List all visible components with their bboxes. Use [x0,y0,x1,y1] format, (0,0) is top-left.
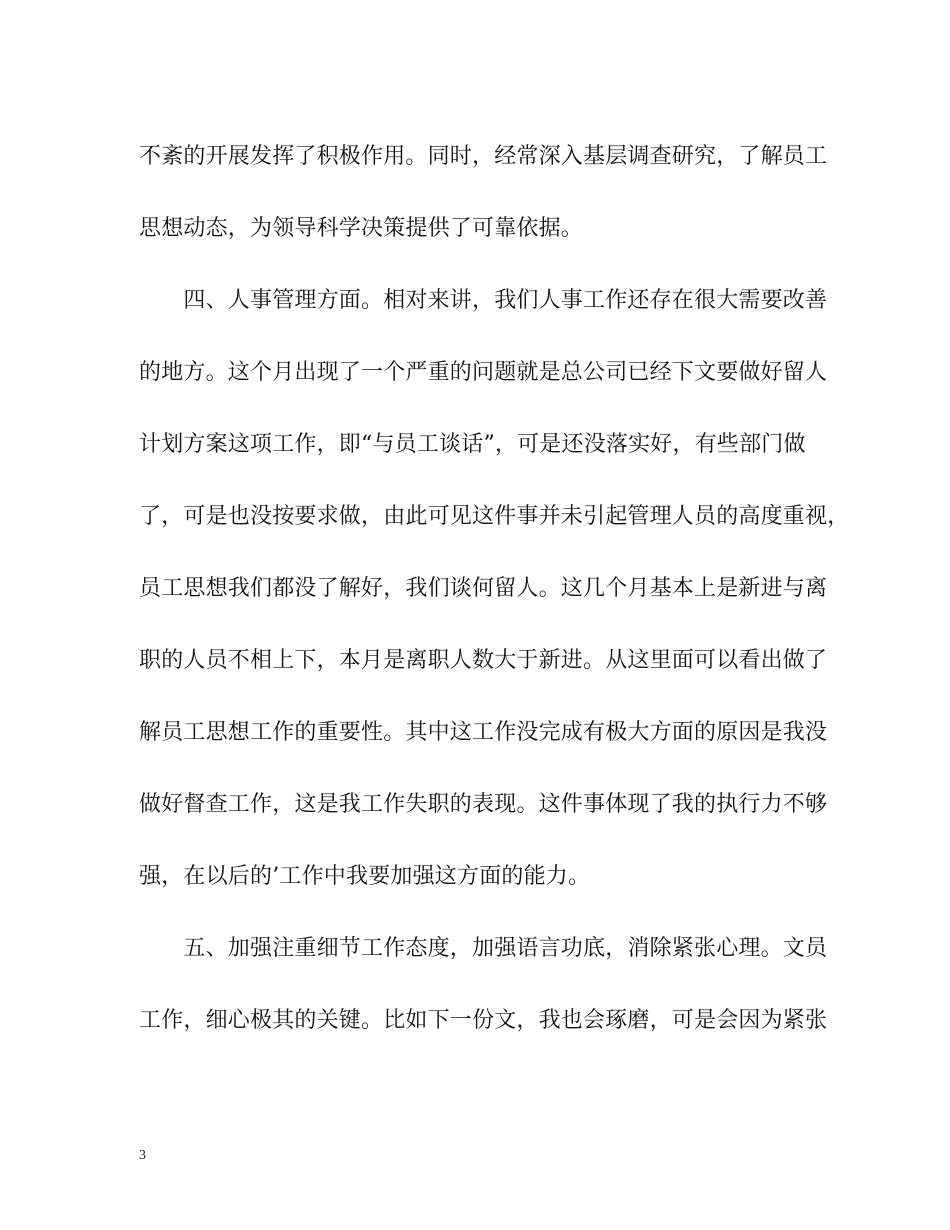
text-line: 思想动态，为领导科学决策提供了可靠依据。 [139,216,584,241]
text-line: 的地方。这个月出现了一个严重的问题就是总公司已经下文要做好留人 [139,360,828,385]
text-line: 员工思想我们都没了解好，我们谈何留人。这几个月基本上是新进与离 [139,576,828,601]
text-line: 解员工思想工作的重要性。其中这工作没完成有极大方面的原因是我没 [139,720,828,745]
text-line: 职的人员不相上下，本月是离职人数大于新进。从这里面可以看出做了 [139,648,828,673]
text-line: 五、加强注重细节工作态度，加强语言功底，消除紧张心理。文员 [139,936,828,961]
text-line: 强，在以后的’工作中我要加强这方面的能力。 [139,864,591,889]
text-line: 四、人事管理方面。相对来讲，我们人事工作还存在很大需要改善 [139,288,828,313]
text-line: 工作，细心极其的关键。比如下一份文，我也会琢磨，可是会因为紧张 [139,1008,828,1033]
text-line: 做好督查工作，这是我工作失职的表现。这件事体现了我的执行力不够 [139,792,828,817]
text-line: 计划方案这项工作，即“与员工谈话”，可是还没落实好，有些部门做 [139,432,806,457]
page-number: 3 [139,1148,146,1163]
text-line: 了，可是也没按要求做，由此可见这件事并未引起管理人员的高度重视， [139,504,850,529]
text-line: 不紊的开展发挥了积极作用。同时，经常深入基层调查研究，了解员工 [139,144,828,169]
